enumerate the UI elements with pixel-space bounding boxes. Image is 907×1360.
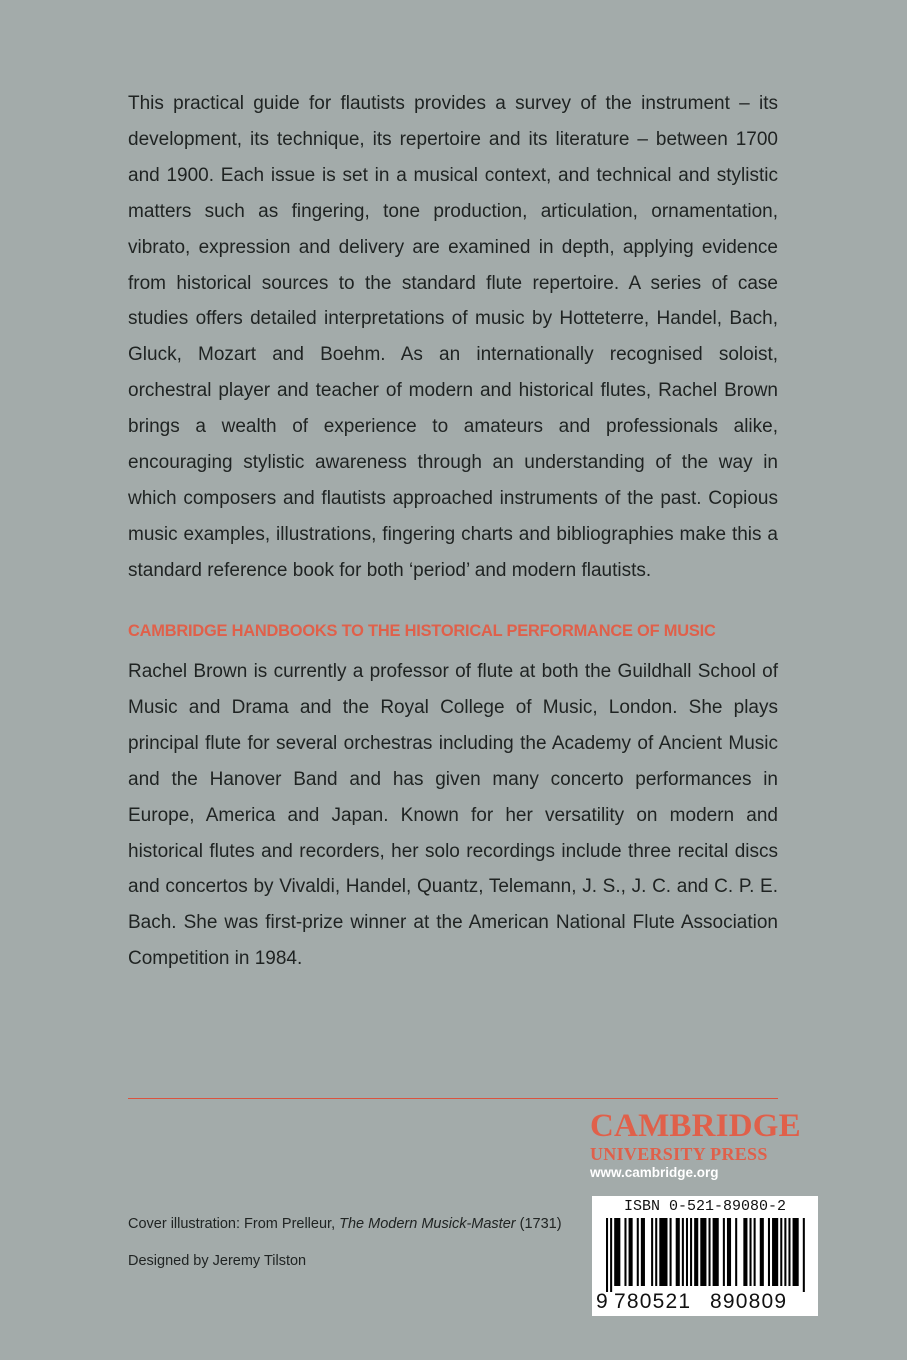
barcode-bar [735,1218,737,1286]
barcode-bar [637,1218,639,1286]
publisher-name: CAMBRIDGE [590,1108,801,1144]
barcode-bar [750,1218,752,1286]
barcode-bar [629,1218,633,1286]
barcode-bar [700,1218,706,1286]
book-description: This practical guide for flautists provides a survey of the instrument – its development, its technique, its repertoire and its literature – between 1700 and 1900. Each issue is set in a musical context, and technical and stylistic matters such as fingering, tone production, articulation, ornamentation, vibrato, expression and delivery are examined in depth, applying evidence from historical sources to the standard flute repertoire. A series of case studies offers detailed interpretations of music by Hotteterre, Handel, Bach, Gluck, Mozart and Boehm. As an internationally recognised soloist, orchestral player and teacher of modern and historical flutes, Rachel Brown brings a wealth of experience to amateurs and professionals alike, encouraging stylistic awareness through an understanding of the way in which composers and flautists approached instruments of the past. Copious music examples, illustrations, fingering charts and bibliographies make this a standard reference book for both ‘period’ and modern flautists. [128,93,778,581]
isbn-barcode [592,1196,818,1316]
cover-credit-suffix: (1731) [515,1216,562,1232]
barcode-bar [803,1218,805,1292]
publisher-logo [590,1108,830,1182]
barcode-bar [690,1218,692,1286]
barcode-bar [709,1218,711,1286]
barcode-bar [659,1218,667,1286]
barcode-bar [641,1218,645,1286]
cover-credit-prefix: Cover illustration: From Prelleur, [128,1216,340,1232]
barcode-digit-group-1: 780521 [614,1290,692,1313]
barcode-bar [694,1218,698,1286]
barcode-bars [598,1218,812,1292]
barcode-bar [676,1218,680,1286]
isbn-label: ISBN 0-521-89080-2 [623,1198,787,1215]
barcode-bar [727,1218,731,1286]
barcode-bar [686,1218,688,1286]
barcode-bar [670,1218,672,1286]
barcode-bar [784,1218,786,1286]
barcode-bar [788,1218,790,1286]
cover-credit-title: The Modern Musick-Master [339,1216,516,1232]
barcode-bar [614,1218,620,1286]
barcode-bar [760,1218,764,1286]
barcode-bar [768,1218,770,1286]
cover-illustration-credit [128,1216,562,1232]
barcode-bar [713,1218,719,1286]
barcode-bar [754,1218,756,1286]
publisher-website: www.cambridge.org [590,1165,719,1180]
designer-credit: Designed by Jeremy Tilston [128,1253,307,1269]
author-bio: Rachel Brown is currently a professor of flute at both the Guildhall School of Music and Drama and the Royal College of Music, London. She plays principal flute for several orchestras including the Academy of Ancient Music and the Hanover Band and has given many concerto performances in Europe, America and Japan. Known for her versatility on modern and historical flutes and recorders, her solo recordings include three recital discs and concertos by Vivaldi, Handel, Quantz, Telemann, J. S., J. C. and C. P. E. Bach. She was first-prize winner at the American National Flute Association Competition in 1984. [128,661,778,970]
barcode-bar [793,1218,799,1286]
barcode-bar [610,1218,612,1292]
barcode-digit-group-2: 890809 [710,1290,788,1313]
barcode-bar [743,1218,747,1286]
barcode-digit-first: 9 [596,1290,609,1313]
barcode-bar [606,1218,608,1292]
publisher-subtitle: UNIVERSITY PRESS [590,1144,768,1164]
divider-rule [128,1098,778,1099]
barcode-bar [624,1218,626,1286]
barcode-bar [655,1218,657,1286]
barcode-bar [723,1218,725,1286]
barcode-bar [651,1218,653,1286]
barcode-bar [780,1218,782,1286]
series-title: CAMBRIDGE HANDBOOKS TO THE HISTORICAL PERFORMANCE OF MUSIC [128,622,716,640]
barcode-bar [682,1218,684,1286]
barcode-bar [772,1218,778,1286]
